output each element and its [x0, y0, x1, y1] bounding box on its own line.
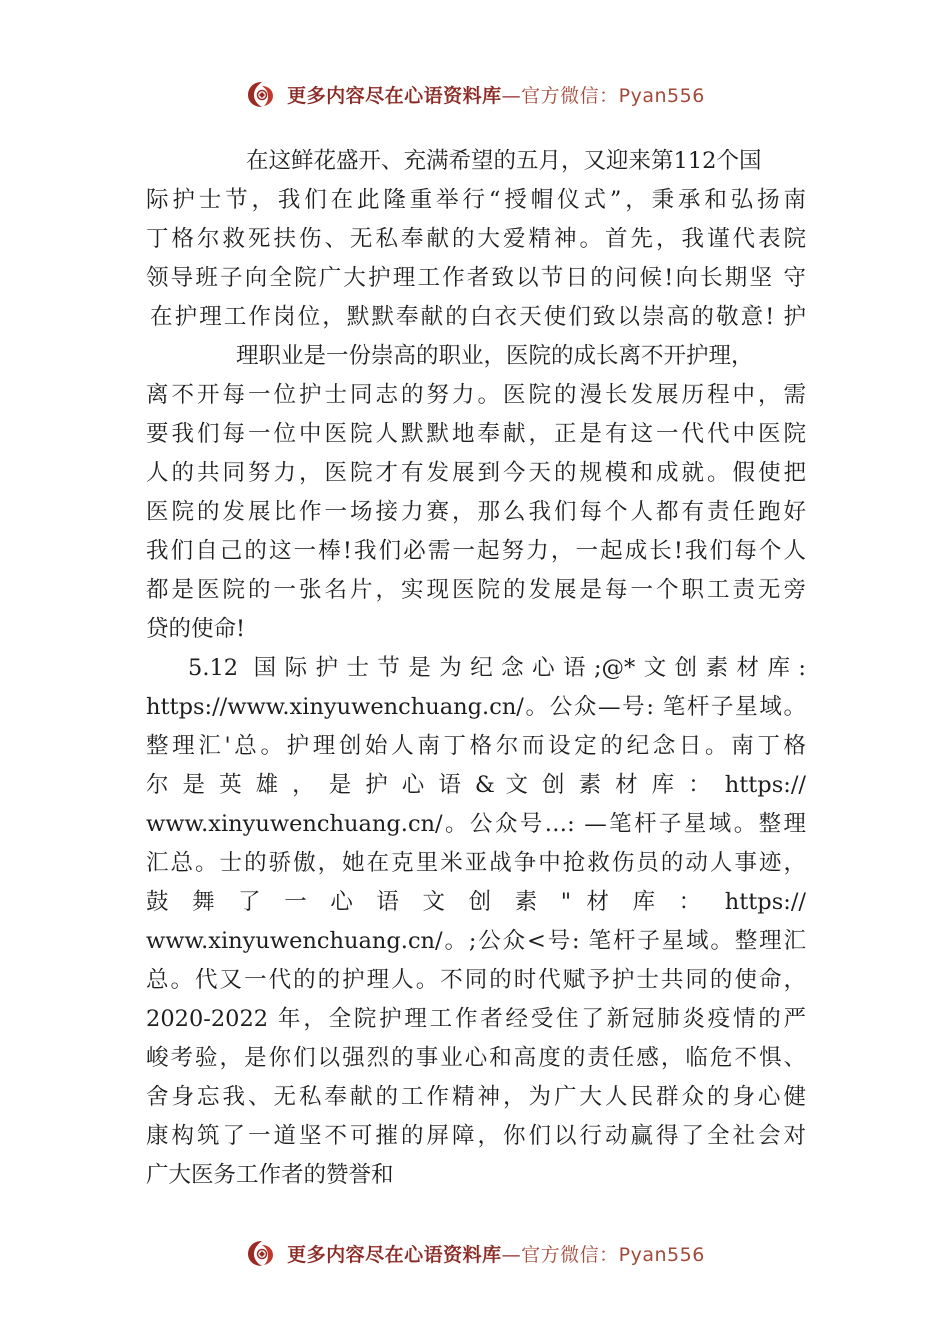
text-line: 5.12 国际护士节是为纪念心语;@*文创素材库:: [188, 655, 806, 681]
text-line: 在这鲜花盛开、充满希望的五月，又迎来第112个国: [246, 148, 762, 174]
text-line: 际护士节，我们在此隆重举行“授帽仪式”，秉承和弘扬南: [146, 187, 806, 213]
text-line: 峻考验，是你们以强烈的事业心和高度的责任感，临危不惧、: [146, 1045, 806, 1071]
text-line: 领导班子向全院广大护理工作者致以节日的问候!向长期坚 守: [146, 265, 806, 291]
text-line: 汇总。士的骄傲，她在克里米亚战争中抢救伤员的动人事迹，: [146, 850, 806, 876]
text-line: 都是医院的一张名片，实现医院的发展是每一个职工责无旁: [146, 577, 806, 603]
text-line: 2020-2022 年，全院护理工作者经受住了新冠肺炎疫情的严: [146, 1006, 806, 1032]
text-line: 离不开每一位护士同志的努力。医院的漫长发展历程中，需: [146, 382, 806, 408]
brand-logo-icon: [245, 1236, 279, 1270]
text-line: 整理汇'总。护理创始人南丁格尔而设定的纪念日。南丁格: [146, 733, 806, 759]
text-line: 在护理工作岗位，默默奉献的白衣天使们致以崇高的敬意! 护: [150, 304, 806, 330]
text-line: https://www.xinyuwenchuang.cn/。公众—号: 笔杆子星域。: [146, 694, 806, 720]
watermark-contact: 官方微信：Pyan556: [521, 84, 705, 107]
watermark-brand: 更多内容尽在心语资料库: [287, 1243, 502, 1266]
watermark-text: [287, 81, 705, 108]
brand-logo-icon: [245, 77, 279, 111]
text-line: www.xinyuwenchuang.cn/。;公众<号: 笔杆子星域。整理汇: [146, 928, 806, 954]
text-line: 贷的使命!: [146, 616, 246, 642]
text-line: 康构筑了一道坚不可摧的屏障，你们以行动赢得了全社会对: [146, 1123, 806, 1149]
text-line: 要我们每一位中医院人默默地奉献，正是有这一代代中医院: [146, 421, 806, 447]
text-line: 人的共同努力，医院才有发展到今天的规模和成就。假使把: [146, 460, 806, 486]
text-line: 尔 是 英 雄 ， 是 护 心 语 & 文 创 素 材 库 ： https://: [146, 772, 806, 798]
text-line: 丁格尔救死扶伤、无私奉献的大爱精神。首先，我谨代表院: [146, 226, 806, 252]
text-line: 总。代又一代的的护理人。不同的时代赋予护士共同的使命，: [146, 967, 806, 993]
watermark-contact: 官方微信：Pyan556: [521, 1243, 705, 1266]
watermark-dash: —: [501, 1243, 522, 1266]
text-line: 广大医务工作者的赞誉和: [146, 1162, 394, 1188]
watermark-dash: —: [501, 84, 522, 107]
text-line: 鼓 舞 了 一 心 语 文 创 素 " 材 库 ： https://: [146, 889, 806, 915]
footer-watermark: [0, 1233, 950, 1273]
text-line: www.xinyuwenchuang.cn/。公众号…: —笔杆子星域。整理: [146, 811, 806, 837]
text-line: 医院的发展比作一场接力赛，那么我们每个人都有责任跑好: [146, 499, 806, 525]
watermark-text: [287, 1240, 705, 1267]
header-watermark: [0, 74, 950, 114]
text-line: 理职业是一份崇高的职业，医院的成长离不开护理，: [236, 343, 754, 369]
text-line: 我们自己的这一棒!我们必需一起努力，一起成长!我们每个人: [146, 538, 806, 564]
watermark-brand: 更多内容尽在心语资料库: [287, 84, 502, 107]
text-line: 舍身忘我、无私奉献的工作精神，为广大人民群众的身心健: [146, 1084, 806, 1110]
document-body: [146, 142, 806, 1195]
